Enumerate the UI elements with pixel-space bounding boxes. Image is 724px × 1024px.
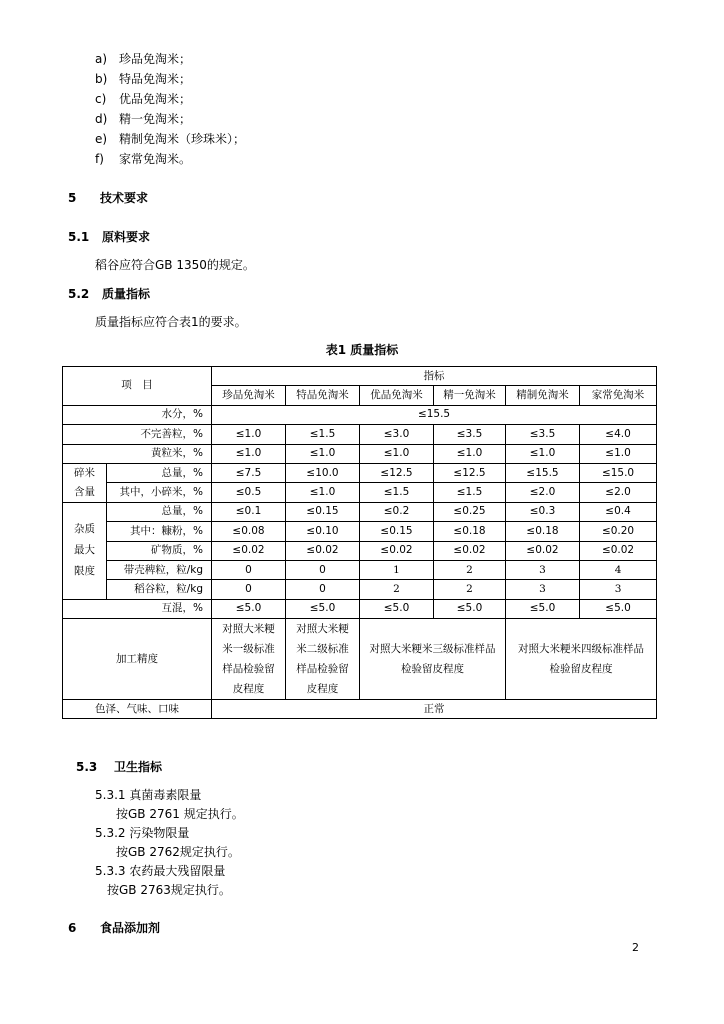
list-text: 精一免淘米； bbox=[119, 112, 192, 126]
section-title: 质量指标 bbox=[102, 287, 151, 301]
list-item bbox=[95, 70, 191, 87]
table-cell: 4 bbox=[580, 560, 657, 579]
table-cell: ≤0.20 bbox=[580, 522, 657, 541]
column-header: 家常免淘米 bbox=[580, 386, 657, 405]
row-label: 互混，% bbox=[63, 599, 212, 618]
row-label: 带壳稗粒，粒/kg bbox=[107, 560, 212, 579]
cell-line: 对照大米粳 bbox=[222, 623, 275, 636]
table-cell: ≤1.0 bbox=[506, 444, 580, 463]
paragraph: 按GB 2762规定执行。 bbox=[116, 845, 240, 859]
table-cell: ≤12.5 bbox=[434, 463, 506, 482]
table-cell: ≤1.0 bbox=[580, 444, 657, 463]
list-text: 精制免淘米（珍珠米）； bbox=[119, 132, 246, 146]
cell-line: 检验留皮程度 bbox=[401, 663, 464, 676]
column-header: 优品免淘米 bbox=[360, 386, 434, 405]
table-row bbox=[63, 522, 657, 541]
section-number: 5.1 bbox=[68, 230, 90, 244]
table-cell bbox=[506, 619, 657, 700]
cell-line: 样品检验留 bbox=[296, 663, 349, 676]
table-row bbox=[63, 541, 657, 560]
table-cell: ≤5.0 bbox=[506, 599, 580, 618]
section-number: 6 bbox=[68, 921, 77, 935]
table-row bbox=[63, 580, 657, 599]
row-label: 其中，小碎米，% bbox=[107, 483, 212, 502]
section-title: 卫生指标 bbox=[114, 760, 163, 774]
table-cell: ≤0.02 bbox=[434, 541, 506, 560]
subsection-title: 农药最大残留限量 bbox=[129, 864, 226, 878]
cell-line: 米一级标准 bbox=[222, 643, 275, 656]
cell-line: 对照大米粳米三级标准样品 bbox=[369, 643, 496, 656]
table-cell: ≤2.0 bbox=[506, 483, 580, 502]
table-row bbox=[63, 502, 657, 521]
column-header: 珍品免淘米 bbox=[212, 386, 286, 405]
cell-line: 皮程度 bbox=[306, 683, 339, 696]
row-label: 总量，% bbox=[107, 463, 212, 482]
page-number: 2 bbox=[632, 941, 639, 954]
subsection-heading bbox=[95, 862, 225, 879]
table-cell: ≤0.08 bbox=[212, 522, 286, 541]
table-caption: 表1 质量指标 bbox=[325, 343, 399, 357]
table-cell: ≤15.0 bbox=[580, 463, 657, 482]
quality-table bbox=[62, 366, 657, 719]
section-title: 技术要求 bbox=[100, 191, 149, 205]
table-cell: ≤0.02 bbox=[212, 541, 286, 560]
table-cell: 0 bbox=[286, 580, 360, 599]
table-cell: 2 bbox=[360, 580, 434, 599]
paragraph: 按GB 2763规定执行。 bbox=[107, 883, 231, 897]
column-header: 精制免淘米 bbox=[506, 386, 580, 405]
table-cell: 0 bbox=[212, 580, 286, 599]
table-cell bbox=[360, 619, 506, 700]
subsection-number: 5.3.3 bbox=[95, 864, 126, 878]
subsection-title: 真菌毒素限量 bbox=[129, 788, 202, 802]
table-cell: ≤0.02 bbox=[360, 541, 434, 560]
table-cell: ≤1.0 bbox=[212, 444, 286, 463]
table-cell: ≤0.02 bbox=[286, 541, 360, 560]
table-cell: ≤0.2 bbox=[360, 502, 434, 521]
table-cell: 正常 bbox=[212, 700, 657, 719]
cell-line: 样品检验留 bbox=[222, 663, 275, 676]
table-cell: ≤1.0 bbox=[360, 444, 434, 463]
subsection-title: 污染物限量 bbox=[129, 826, 190, 840]
table-cell: ≤2.0 bbox=[580, 483, 657, 502]
subsection-heading bbox=[95, 786, 201, 803]
list-item bbox=[95, 90, 191, 107]
row-label: 总量，% bbox=[107, 502, 212, 521]
column-header: 特品免淘米 bbox=[286, 386, 360, 405]
section-heading-5 bbox=[68, 189, 148, 206]
table-cell: ≤5.0 bbox=[360, 599, 434, 618]
list-label: a) bbox=[95, 52, 108, 66]
section-title: 食品添加剂 bbox=[100, 921, 161, 935]
table-cell: ≤0.5 bbox=[212, 483, 286, 502]
table-cell: ≤0.02 bbox=[506, 541, 580, 560]
table-cell: ≤3.5 bbox=[506, 425, 580, 444]
table-cell: ≤7.5 bbox=[212, 463, 286, 482]
row-label: 不完善粒，% bbox=[63, 425, 212, 444]
table-row bbox=[63, 425, 657, 444]
table-cell: 2 bbox=[434, 580, 506, 599]
table-cell: ≤0.1 bbox=[212, 502, 286, 521]
row-label: 水分，% bbox=[63, 405, 212, 424]
table-cell: 0 bbox=[286, 560, 360, 579]
cell-line: 检验留皮程度 bbox=[549, 663, 613, 676]
table-cell: ≤0.4 bbox=[580, 502, 657, 521]
table-cell: 3 bbox=[580, 580, 657, 599]
group-label: 杂质最大限度 bbox=[63, 502, 107, 599]
table-cell: ≤3.5 bbox=[434, 425, 506, 444]
table-row bbox=[63, 700, 657, 719]
table-cell: ≤1.5 bbox=[434, 483, 506, 502]
table-cell bbox=[212, 619, 286, 700]
table-cell: ≤5.0 bbox=[434, 599, 506, 618]
table-cell: ≤0.02 bbox=[580, 541, 657, 560]
table-row bbox=[63, 560, 657, 579]
cell-line: 皮程度 bbox=[232, 683, 265, 696]
table-cell: 3 bbox=[506, 560, 580, 579]
table-cell: ≤1.5 bbox=[286, 425, 360, 444]
subsection-number: 5.3.1 bbox=[95, 788, 126, 802]
table-cell: ≤5.0 bbox=[286, 599, 360, 618]
table-cell: ≤0.10 bbox=[286, 522, 360, 541]
cell-line: 对照大米粳米四级标准样品 bbox=[518, 643, 645, 656]
row-label: 黄粒米，% bbox=[63, 444, 212, 463]
table-cell: ≤1.0 bbox=[212, 425, 286, 444]
table-cell: 1 bbox=[360, 560, 434, 579]
row-label: 稻谷粒，粒/kg bbox=[107, 580, 212, 599]
table-cell: ≤1.0 bbox=[434, 444, 506, 463]
paragraph: 按GB 2761 规定执行。 bbox=[116, 807, 244, 821]
group-label: 碎米含量 bbox=[63, 463, 107, 502]
table-cell: ≤0.15 bbox=[360, 522, 434, 541]
table-cell: ≤0.15 bbox=[286, 502, 360, 521]
section-heading-5-1 bbox=[68, 228, 150, 245]
list-item bbox=[95, 50, 191, 67]
index-header: 指标 bbox=[212, 367, 657, 386]
paragraph: 质量指标应符合表1的要求。 bbox=[95, 315, 247, 329]
table-row bbox=[63, 463, 657, 482]
table-cell: ≤1.5 bbox=[360, 483, 434, 502]
table-cell: ≤12.5 bbox=[360, 463, 434, 482]
table-cell: ≤0.3 bbox=[506, 502, 580, 521]
subsection-number: 5.3.2 bbox=[95, 826, 126, 840]
column-header: 精一免淘米 bbox=[434, 386, 506, 405]
list-label: e) bbox=[95, 132, 108, 146]
row-label: 其中：糠粉，% bbox=[107, 522, 212, 541]
cell-line: 对照大米粳 bbox=[296, 623, 349, 636]
row-label: 矿物质，% bbox=[107, 541, 212, 560]
list-label: b) bbox=[95, 72, 108, 86]
section-heading-5-2 bbox=[68, 285, 150, 302]
item-header: 项 目 bbox=[63, 367, 212, 406]
list-item bbox=[95, 110, 191, 127]
table-cell: ≤5.0 bbox=[212, 599, 286, 618]
table-row bbox=[63, 619, 657, 700]
table-cell: 2 bbox=[434, 560, 506, 579]
list-item bbox=[95, 150, 191, 167]
table-cell: ≤3.0 bbox=[360, 425, 434, 444]
table-cell: ≤0.25 bbox=[434, 502, 506, 521]
section-heading-5-3 bbox=[76, 758, 162, 775]
table-cell: ≤0.18 bbox=[506, 522, 580, 541]
table-cell bbox=[286, 619, 360, 700]
table-cell: 0 bbox=[212, 560, 286, 579]
list-text: 珍品免淘米； bbox=[119, 52, 192, 66]
table-row bbox=[63, 444, 657, 463]
subsection-heading bbox=[95, 824, 189, 841]
table-cell: 3 bbox=[506, 580, 580, 599]
cell-line: 米二级标准 bbox=[296, 643, 349, 656]
table-cell: ≤15.5 bbox=[506, 463, 580, 482]
section-heading-6 bbox=[68, 919, 160, 936]
table-cell: ≤5.0 bbox=[580, 599, 657, 618]
table-cell: ≤1.0 bbox=[286, 444, 360, 463]
section-number: 5.3 bbox=[76, 760, 98, 774]
table-cell: ≤1.0 bbox=[286, 483, 360, 502]
row-label: 加工精度 bbox=[63, 619, 212, 700]
table-row bbox=[63, 599, 657, 618]
list-text: 家常免淘米。 bbox=[119, 152, 192, 166]
paragraph: 稻谷应符合GB 1350的规定。 bbox=[95, 258, 255, 272]
list-label: f) bbox=[95, 152, 104, 166]
section-number: 5.2 bbox=[68, 287, 90, 301]
section-number: 5 bbox=[68, 191, 77, 205]
list-label: c) bbox=[95, 92, 107, 106]
table-row bbox=[63, 405, 657, 424]
list-text: 优品免淘米； bbox=[119, 92, 192, 106]
list-text: 特品免淘米； bbox=[119, 72, 192, 86]
table-cell: ≤4.0 bbox=[580, 425, 657, 444]
table-cell: ≤0.18 bbox=[434, 522, 506, 541]
section-title: 原料要求 bbox=[102, 230, 151, 244]
list-label: d) bbox=[95, 112, 108, 126]
table-cell: ≤15.5 bbox=[212, 405, 657, 424]
list-item bbox=[95, 130, 245, 147]
row-label: 色泽、气味、口味 bbox=[63, 700, 212, 719]
table-row bbox=[63, 483, 657, 502]
table-cell: ≤10.0 bbox=[286, 463, 360, 482]
